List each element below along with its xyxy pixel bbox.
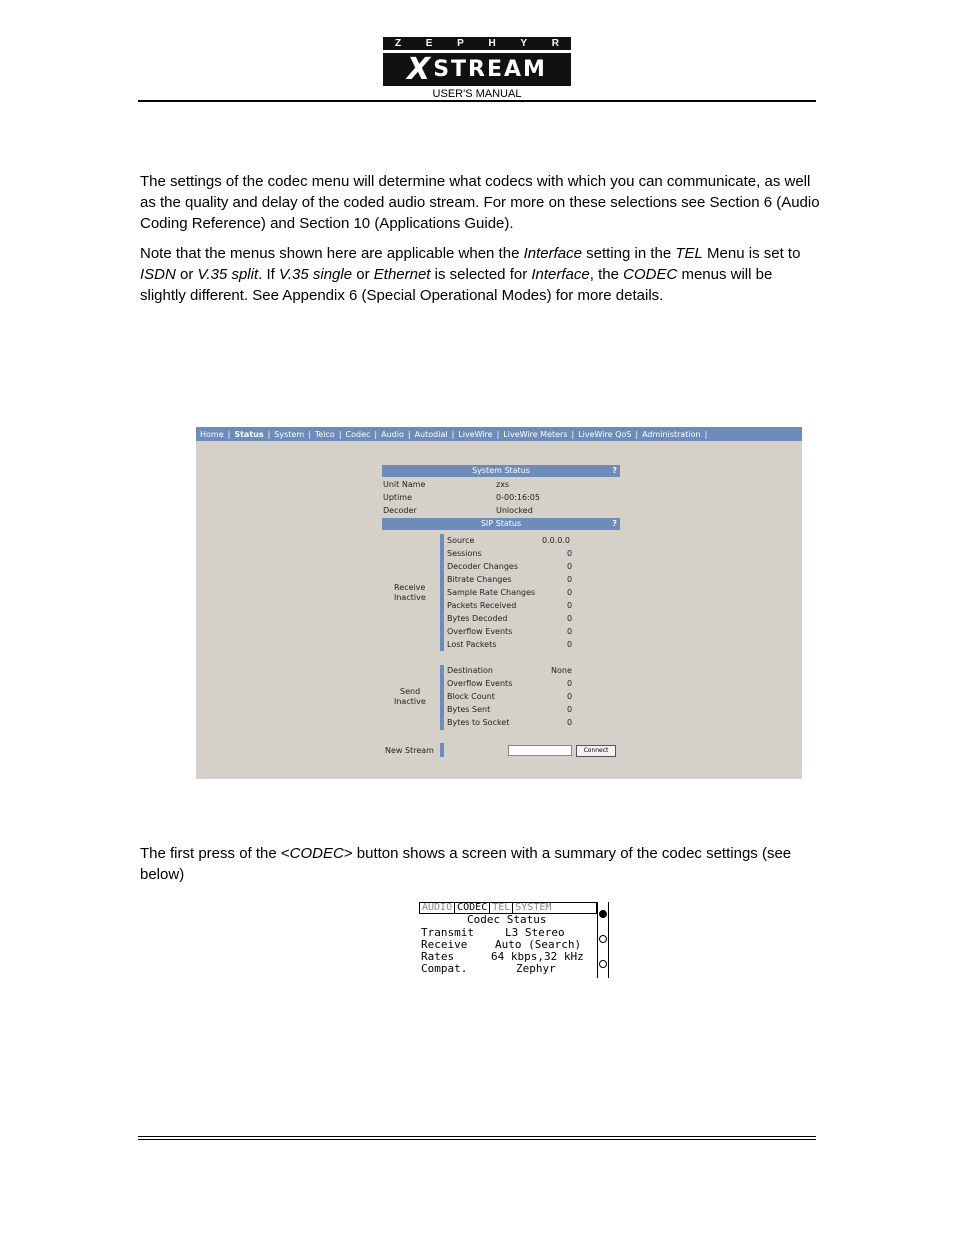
receive-row-value: 0.0.0.0 — [542, 536, 570, 545]
logo-letter: E — [425, 38, 433, 49]
nav-livewire[interactable]: LiveWire — [458, 429, 493, 439]
logo-letter: Z — [395, 38, 402, 49]
logo-zephyr-bar — [383, 37, 571, 50]
lcd-tab-codec[interactable]: CODEC — [455, 903, 490, 913]
send-row-label: Destination — [447, 666, 493, 675]
receive-row-value: 0 — [567, 640, 573, 649]
new-stream-label: New Stream — [385, 746, 434, 755]
receive-row-value: 0 — [567, 588, 573, 597]
nav-administration[interactable]: Administration — [642, 429, 701, 439]
lcd-button-1[interactable] — [599, 910, 607, 918]
nav-livewire-qos[interactable]: LiveWire QoS — [578, 429, 632, 439]
lcd-tab-tel[interactable]: TEL — [490, 903, 513, 913]
lcd-button-3[interactable] — [599, 960, 607, 968]
receive-row-value: 0 — [567, 627, 573, 636]
uptime-label: Uptime — [383, 493, 413, 502]
logo-stream: STREAM — [433, 57, 547, 82]
uptime-value: 0-00:16:05 — [496, 493, 540, 502]
lcd-row-value: Zephyr — [516, 962, 556, 975]
logo-x: X — [407, 52, 433, 87]
receive-row-label: Decoder Changes — [447, 562, 519, 571]
receive-row-value: 0 — [567, 562, 573, 571]
help-icon[interactable]: ? — [612, 466, 617, 475]
lcd-side-buttons — [597, 902, 609, 978]
new-stream-input[interactable] — [508, 745, 572, 756]
lcd-row-label: Rates — [421, 950, 455, 963]
nav-status[interactable]: Status — [234, 429, 264, 439]
receive-bar — [440, 534, 444, 651]
logo-letter: P — [457, 38, 464, 49]
send-bar — [440, 665, 444, 730]
lcd-row-value: Auto (Search) — [495, 938, 582, 951]
intro-paragraph-2: Note that the menus shown here are applicable when the Interface setting in the TEL Menu is set to ISDN or V.35 split. If V.35 single or Ethernet is selected for Interface, the CODEC menus will be slightly different. See Appendix 6 (Special Operational Modes) for more details. — [140, 245, 801, 304]
receive-row-label: Lost Packets — [447, 640, 497, 649]
decoder-label: Decoder — [383, 506, 417, 515]
lcd-title: Codec Status — [467, 913, 547, 926]
receive-row-value: 0 — [567, 601, 573, 610]
logo-letter: Y — [520, 38, 528, 49]
new-stream-bar — [440, 743, 444, 757]
send-state: Inactive — [394, 697, 426, 706]
receive-row-label: Bitrate Changes — [447, 575, 512, 584]
receive-row-label: Sample Rate Changes — [447, 588, 536, 597]
nav-livewire-meters[interactable]: LiveWire Meters — [503, 429, 568, 439]
logo-letter: H — [488, 38, 496, 49]
send-row-value: 0 — [567, 679, 573, 688]
receive-row-value: 0 — [567, 575, 573, 584]
receive-row-label: Bytes Decoded — [447, 614, 508, 623]
receive-row-label: Sessions — [447, 549, 482, 558]
connect-button[interactable]: Connect — [576, 745, 616, 757]
receive-row-value: 0 — [567, 549, 573, 558]
receive-state: Inactive — [394, 593, 426, 602]
unit-name-value: zxs — [496, 480, 510, 489]
sip-status-header: SIP Status ? — [382, 518, 620, 530]
unit-name-label: Unit Name — [383, 480, 426, 489]
send-row-label: Block Count — [447, 692, 495, 701]
footer-rule — [138, 1139, 816, 1140]
logo-letter: R — [551, 38, 559, 49]
decoder-value: Unlocked — [496, 506, 533, 515]
lcd-row-value: L3 Stereo — [505, 926, 565, 939]
codec-button-paragraph: The first press of the <CODEC> button shows a screen with a summary of the codec settings (see below) — [140, 845, 792, 883]
web-status-screenshot — [196, 427, 802, 779]
lcd-button-2[interactable] — [599, 935, 607, 943]
logo-xstream — [383, 53, 571, 86]
nav-autodial[interactable]: Autodial — [414, 429, 448, 439]
manual-subtitle: USER'S MANUAL — [432, 88, 522, 100]
nav-telco[interactable]: Telco — [314, 429, 335, 439]
intro-paragraph-1: The settings of the codec menu will determine what codecs with which you can communicate, as well as the quality and delay of the coded audio stream. For more on these selections see Section 6 (Audio Coding Reference) and Section 10 (Applications Guide). — [140, 173, 820, 232]
receive-row-label: Packets Received — [447, 601, 517, 610]
lcd-row-label: Compat. — [421, 962, 468, 975]
receive-row-value: 0 — [567, 614, 573, 623]
nav-audio[interactable]: Audio — [381, 429, 404, 439]
send-row-value: 0 — [567, 692, 573, 701]
footer-rule — [138, 1136, 816, 1137]
lcd-tab-audio[interactable]: AUDIO — [420, 903, 455, 913]
send-row-value: 0 — [567, 705, 573, 714]
send-row-label: Overflow Events — [447, 679, 513, 688]
lcd-row-label: Receive — [421, 938, 468, 951]
nav-system[interactable]: System — [274, 429, 305, 439]
lcd-row-label: Transmit — [421, 926, 474, 939]
receive-row-label: Overflow Events — [447, 627, 513, 636]
lcd-row-value: 64 kbps,32 kHz — [491, 950, 584, 963]
lcd-tab-system[interactable]: SYSTEM — [515, 902, 552, 913]
nav-home[interactable]: Home — [200, 429, 224, 439]
nav-codec[interactable]: Codec — [345, 429, 371, 439]
send-row-label: Bytes to Socket — [447, 718, 510, 727]
header-rule — [138, 100, 816, 102]
send-row-value: 0 — [567, 718, 573, 727]
web-nav-bar: Home | Status | System | Telco | Codec | Audio | Autodial | LiveWire | LiveWire Meters | LiveWire QoS | Administration | — [196, 427, 802, 441]
receive-label: Receive — [394, 583, 426, 592]
receive-row-label: Source — [447, 536, 475, 545]
help-icon[interactable]: ? — [612, 519, 617, 528]
send-label: Send — [400, 687, 421, 696]
send-row-label: Bytes Sent — [447, 705, 491, 714]
lcd-codec-status — [419, 902, 609, 978]
send-row-value: None — [551, 666, 572, 675]
system-status-header: System Status ? — [382, 465, 620, 477]
